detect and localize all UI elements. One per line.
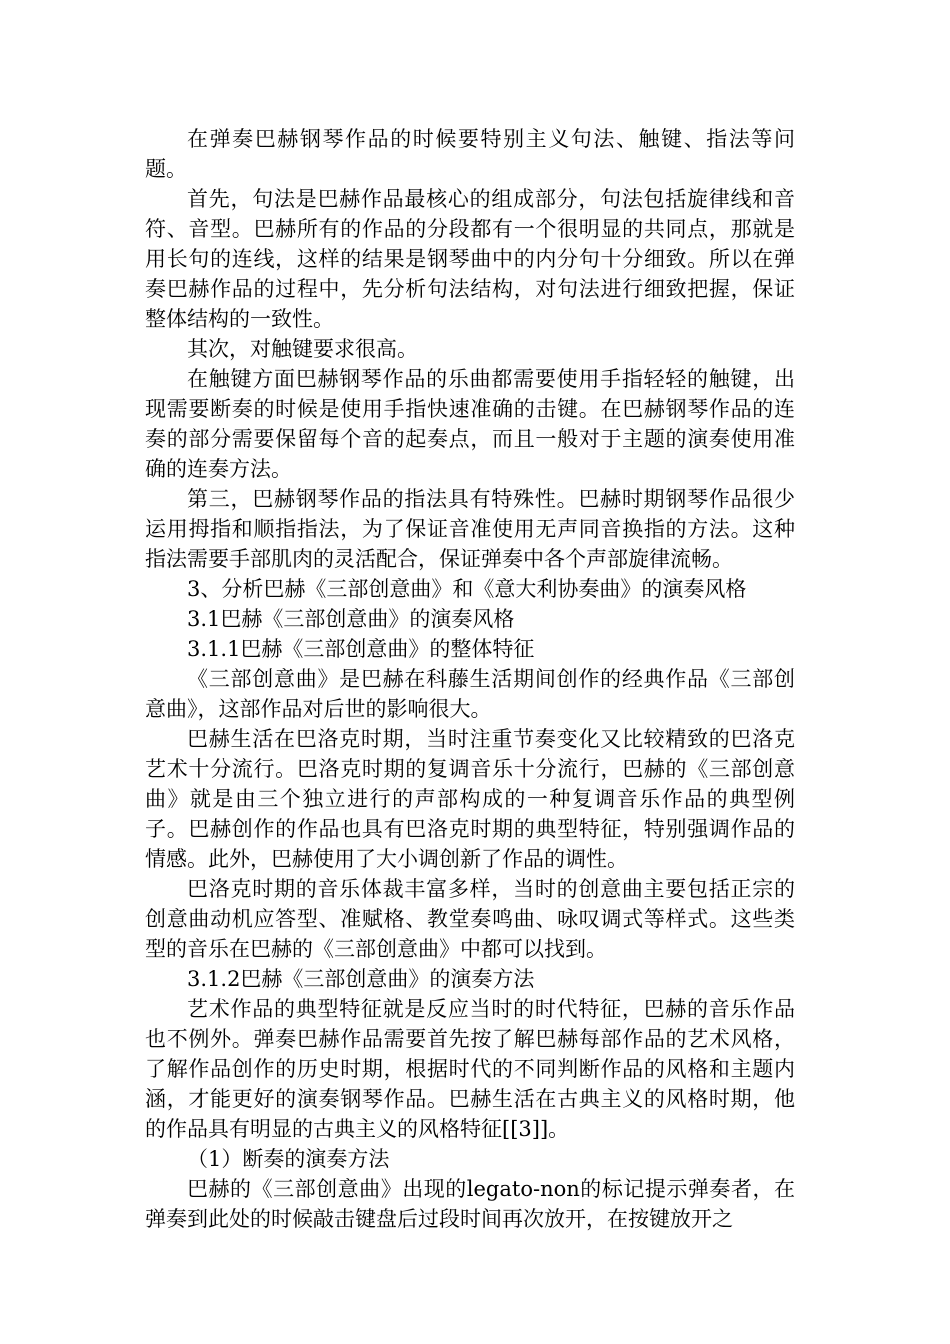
paragraph-non-legato: 巴赫的《三部创意曲》出现的legato-non的标记提示弹奏者，在弹奏到此处的时候敲击键盘后过段时间再次放开，在按键放开之 [145,1177,795,1231]
section-heading-3-1: 3.1巴赫《三部创意曲》的演奏风格 [187,607,515,631]
paragraph-touch-heading: 其次，对触键要求很高。 [187,337,418,361]
section-heading-3: 3、分析巴赫《三部创意曲》和《意大利协奏曲》的演奏风格 [187,577,747,601]
paragraph-performance: 艺术作品的典型特征就是反应当时的时代特征，巴赫的音乐作品也不例外。弹奏巴赫作品需要首先按了解巴赫每部作品的艺术风格，了解作品创作的历史时期，根据时代的不同判断作品的风格和主题内涵，才能更好的演奏钢琴作品。巴赫生活在古典主义的风格时期，他的作品具有明显的古典主义的风格特征[[3]]。 [145,997,795,1141]
section-heading-3-1-1: 3.1.1巴赫《三部创意曲》的整体特征 [187,637,535,661]
paragraph-intro: 在弹奏巴赫钢琴作品的时候要特别主义句法、触键、指法等问题。 [145,127,795,181]
paragraph-baroque: 巴赫生活在巴洛克时期，当时注重节奏变化又比较精致的巴洛克艺术十分流行。巴洛克时期的复调音乐十分流行，巴赫的《三部创意曲》就是由三个独立进行的声部构成的一种复调音乐作品的典型例子。巴赫创作的作品也具有巴洛克时期的典型特征，特别强调作品的情感。此外，巴赫使用了大小调创新了作品的调性。 [145,727,795,871]
paragraph-touch: 在触键方面巴赫钢琴作品的乐曲都需要使用手指轻轻的触键，出现需要断奏的时候是使用手指快速准确的击键。在巴赫钢琴作品的连奏的部分需要保留每个音的起奏点，而且一般对于主题的演奏使用准确的连奏方法。 [145,367,795,481]
document-page [145,124,795,1234]
paragraph-sinfonias-intro: 《三部创意曲》是巴赫在科藤生活期间创作的经典作品《三部创意曲》，这部作品对后世的影响很大。 [145,667,795,721]
paragraph-genres: 巴洛克时期的音乐体裁丰富多样，当时的创意曲主要包括正宗的创意曲动机应答型、准赋格、教堂奏鸣曲、咏叹调式等样式。这些类型的音乐在巴赫的《三部创意曲》中都可以找到。 [145,877,795,961]
subheading-staccato: （1）断奏的演奏方法 [187,1147,390,1171]
paragraph-phrasing: 首先，句法是巴赫作品最核心的组成部分，句法包括旋律线和音符、音型。巴赫所有的作品的分段都有一个很明显的共同点，那就是用长句的连线，这样的结果是钢琴曲中的内分句十分细致。所以在弹奏巴赫作品的过程中，先分析句法结构，对句法进行细致把握，保证整体结构的一致性。 [145,187,795,331]
section-heading-3-1-2: 3.1.2巴赫《三部创意曲》的演奏方法 [187,967,535,991]
paragraph-fingering: 第三，巴赫钢琴作品的指法具有特殊性。巴赫时期钢琴作品很少运用拇指和顺指指法，为了保证音准使用无声同音换指的方法。这种指法需要手部肌肉的灵活配合，保证弹奏中各个声部旋律流畅。 [145,487,795,571]
